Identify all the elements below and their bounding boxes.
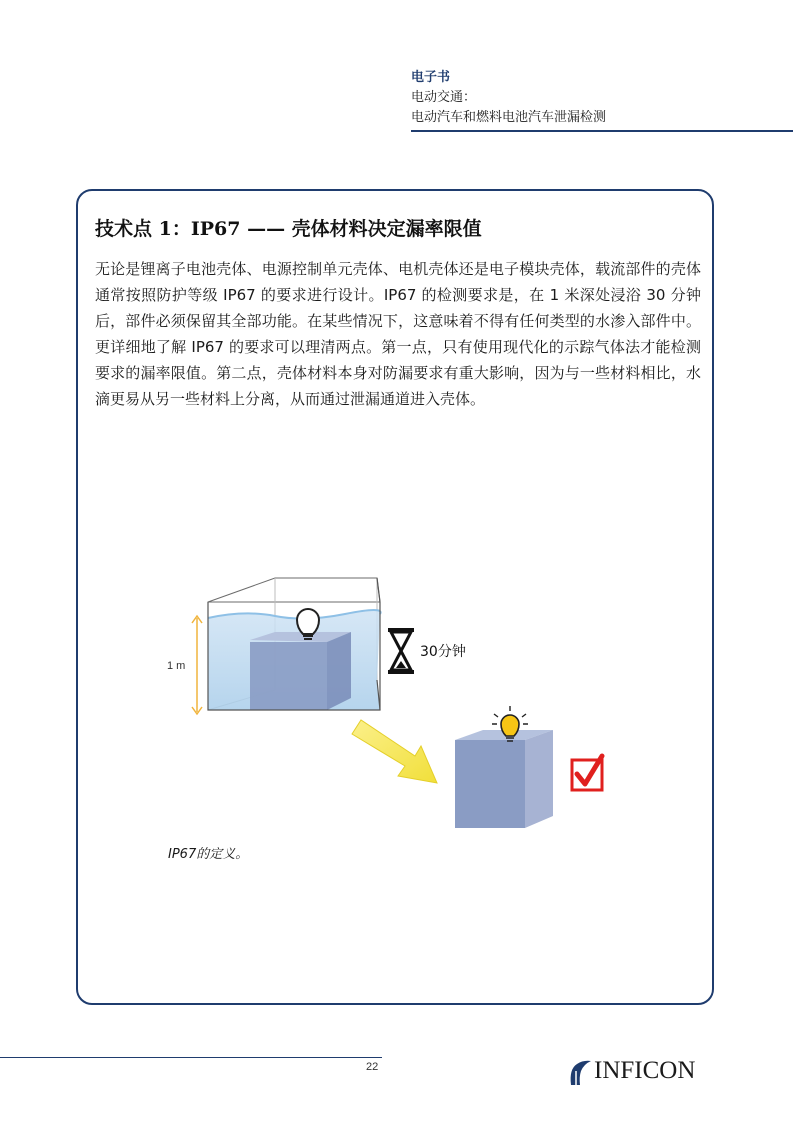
brand-name: INFICON [594, 1057, 696, 1084]
dry-device [455, 730, 553, 828]
inficon-logo-mark-icon [567, 1055, 595, 1087]
header-kicker: 电子书 [411, 70, 451, 85]
submerged-device [250, 632, 351, 710]
page-number: 22 [366, 1061, 379, 1073]
header-line-1: 电动交通： [411, 90, 477, 105]
document-header [411, 68, 793, 128]
figure-caption: IP67的定义。 [168, 847, 249, 862]
hourglass-icon [388, 628, 414, 674]
section-title: 技术点 1：IP67 —— 壳体材料决定漏率限值 [95, 218, 482, 240]
time-label: 30分钟 [420, 644, 466, 660]
result-arrow [352, 720, 437, 783]
ip67-figure [155, 570, 645, 845]
section-body: 无论是锂离子电池壳体、电源控制单元壳体、电机壳体还是电子模块壳体，载流部件的壳体通常按照防护等级 IP67 的要求进行设计。IP67 的检测要求是，在 1 米深处浸浴 30 分钟后，部件必须保留其全部功能。在某些情况下，这意味着不得有任何类型的水渗入部件中。更详细地了解 IP67 的要求可以理清两点。第一点，只有使用现代化的示踪气体法才能检测要求的漏率限值。第二点，壳体材料本身对防漏要求有重大影响，因为与一些材料相比，水滴更易从另一些材料上分离，从而通过泄漏通道进入壳体。 [95, 260, 701, 408]
header-line-2: 电动汽车和燃料电池汽车泄漏检测 [411, 110, 607, 125]
footer-rule [0, 1057, 382, 1058]
check-icon [572, 756, 602, 790]
depth-label: 1 m [167, 660, 186, 672]
inficon-logo [567, 1055, 719, 1087]
depth-indicator [192, 616, 202, 714]
header-rule [411, 130, 793, 132]
